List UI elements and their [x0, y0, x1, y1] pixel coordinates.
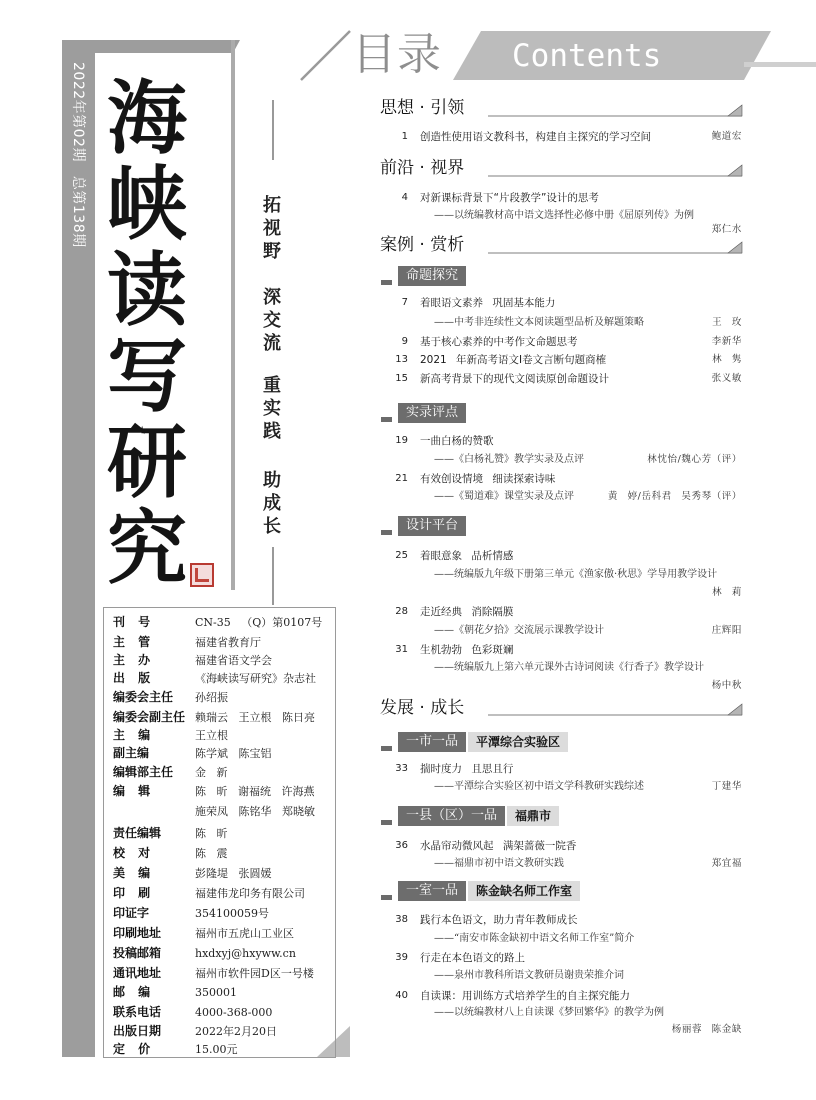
entry-author: 杨中秋	[711, 680, 742, 691]
colophon-label: 编委会副主任	[113, 710, 186, 724]
entry-title: 一曲白杨的赞歌	[420, 435, 494, 447]
colophon-label: 主 编	[113, 728, 151, 742]
column-tag-label: 一室一品	[398, 881, 466, 901]
section-rule-4	[488, 704, 742, 715]
entry-author: 李新华	[711, 336, 742, 347]
colophon-value: 2022年2月20日	[195, 1025, 277, 1038]
entry-author: 林忱怡/魏心芳（评）	[647, 454, 742, 465]
column-marker	[381, 530, 392, 535]
entry-subtitle: ——福鼎市初中语文教研实践	[434, 858, 564, 869]
entry-author: 庄辉阳	[711, 625, 742, 636]
colophon-row	[113, 709, 315, 725]
colophon-value: CN-35 （Q）第0107号	[195, 616, 323, 629]
column-tag	[398, 516, 466, 536]
column-tag	[398, 806, 559, 826]
entry-author: 丁建华	[711, 781, 742, 792]
section-rule-1	[488, 105, 742, 116]
column-tag	[398, 732, 568, 752]
entry-page-number: 1	[401, 131, 408, 142]
colophon-value-continued: 施荣凤 陈铭华 郑晓敏	[195, 805, 315, 818]
entry-title: 行走在本色语文的路上	[420, 952, 525, 964]
entry-page-number: 33	[395, 763, 408, 774]
entry-page-number: 15	[395, 373, 408, 384]
column-marker	[381, 280, 392, 285]
column-tag-label: 设计平台	[398, 516, 466, 536]
contents-title-chinese: 目录	[352, 29, 442, 80]
colophon-label: 投稿邮箱	[113, 946, 162, 960]
column-marker	[381, 895, 392, 900]
entry-subtitle: ——以统编教材高中语文选择性必修中册《屈原列传》为例	[434, 210, 694, 221]
column-tag	[398, 403, 466, 423]
entry-page-number: 28	[395, 606, 408, 617]
issue-label: 2022年第02期 总第138期	[70, 62, 86, 248]
colophon-row	[113, 634, 261, 650]
slogan-1: 拓视野	[263, 195, 281, 262]
magazine-title: 海峡读写研究	[107, 71, 187, 595]
entry-page-number: 9	[401, 336, 408, 347]
colophon-label: 邮 编	[113, 985, 151, 999]
colophon-row	[113, 885, 305, 901]
header-slash	[301, 31, 350, 80]
section-heading: 思想 · 引领	[380, 98, 465, 118]
colophon-row	[113, 727, 228, 743]
entry-page-number: 36	[395, 840, 408, 851]
entry-page-number: 25	[395, 550, 408, 561]
colophon-value: 陈 昕 谢福统 许海燕	[195, 785, 315, 798]
column-marker	[381, 746, 392, 751]
column-marker	[381, 820, 392, 825]
colophon-value: 4000-368-000	[195, 1006, 273, 1019]
colophon-label: 联系电话	[113, 1005, 162, 1019]
slogan-2: 深交流	[263, 287, 281, 354]
column-tag-place: 陈金缺名师工作室	[468, 881, 580, 901]
entry-subtitle: ——统编版九上第六单元课外古诗词阅读《行香子》教学设计	[434, 662, 704, 673]
entry-title: 新高考背景下的现代文阅读原创命题设计	[420, 373, 609, 385]
header-right-rule	[744, 62, 816, 67]
seal-stamp	[190, 563, 214, 587]
column-tag	[398, 881, 580, 901]
column-tag-place: 福鼎市	[507, 806, 559, 826]
colophon-value: 彭隆堤 张圆媛	[195, 867, 272, 880]
entry-title: 对新课标背景下“片段教学”设计的思考	[420, 192, 599, 204]
colophon-row	[113, 783, 315, 799]
top-gray-band	[62, 40, 240, 53]
column-tag-place: 平潭综合实验区	[468, 732, 568, 752]
column-tag-label: 实录评点	[398, 403, 466, 423]
colophon-label: 刊 号	[113, 615, 151, 629]
entry-title: 创造性使用语文教科书，构建自主探究的学习空间	[420, 131, 651, 143]
column-tag-label: 一市一品	[398, 732, 466, 752]
colophon-label: 责任编辑	[113, 826, 162, 840]
entry-subtitle: ——以统编教材八上自读课《梦回繁华》的教学为例	[434, 1007, 664, 1018]
colophon-row	[113, 689, 228, 705]
entry-author: 杨丽蓉 陈金缺	[671, 1024, 742, 1035]
colophon-label: 编委会主任	[113, 690, 174, 704]
colophon-row	[113, 1004, 272, 1020]
colophon-value: 陈学斌 陈宝铝	[195, 747, 272, 760]
colophon-label: 定 价	[113, 1042, 151, 1056]
column-tag-label: 命题探究	[398, 266, 466, 286]
entry-title: 水晶帘动微风起 满架蔷薇一院香	[420, 840, 577, 852]
colophon-value: 354100059号	[195, 907, 269, 920]
colophon-label: 通讯地址	[113, 966, 162, 980]
colophon-row	[113, 865, 272, 881]
entry-page-number: 4	[401, 192, 408, 203]
colophon-label: 印证字	[113, 906, 150, 920]
colophon-value: 金 新	[195, 766, 228, 779]
entry-page-number: 31	[395, 644, 408, 655]
entry-subtitle: ——泉州市教科所语文教研员谢贵荣推介词	[434, 970, 624, 981]
entry-title: 生机勃勃 色彩斑斓	[420, 644, 514, 656]
entry-title: 着眼意象 品析情感	[420, 550, 514, 562]
entry-title: 揣时度力 且思且行	[420, 763, 514, 775]
colophon-row	[113, 652, 272, 668]
colophon-row	[113, 984, 237, 1000]
colophon-value: 福建伟龙印务有限公司	[195, 887, 305, 900]
colophon-value: 福建省语文学会	[195, 654, 272, 667]
section-heading: 发展 · 成长	[380, 698, 465, 718]
colophon-value: 陈 震	[195, 847, 228, 860]
slogan-4: 助成长	[263, 470, 281, 537]
colophon-row	[113, 845, 228, 861]
entry-title: 践行本色语文，助力青年教师成长	[420, 914, 578, 926]
entry-page-number: 13	[395, 354, 408, 365]
entry-subtitle: ——《白杨礼赞》教学实录及点评	[434, 454, 584, 465]
colophon-label: 编辑部主任	[113, 765, 174, 779]
colophon-row	[113, 825, 228, 841]
colophon-value: 15.00元	[195, 1043, 238, 1056]
section-rule-3	[488, 242, 742, 253]
colophon-label: 主 办	[113, 653, 151, 667]
slogan-3: 重实践	[263, 375, 281, 442]
colophon-value: 福州市五虎山工业区	[195, 927, 294, 940]
colophon-value: 王立根	[195, 729, 228, 742]
colophon-row	[113, 764, 228, 780]
colophon-value: 孙绍振	[195, 691, 228, 704]
colophon-label: 出 版	[113, 671, 151, 685]
colophon-row	[113, 670, 316, 686]
column-tag	[398, 266, 466, 286]
entry-author: 林 莉	[712, 587, 742, 598]
colophon-label: 印 刷	[113, 886, 151, 900]
entry-subtitle: ——平潭综合实验区初中语文学科教研实践综述	[434, 781, 644, 792]
colophon-row	[113, 905, 269, 921]
entry-title: 2021 年新高考语文Ⅰ卷文言断句题商榷	[420, 354, 607, 366]
entry-page-number: 19	[395, 435, 408, 446]
colophon-label: 美 编	[113, 866, 151, 880]
colophon-row	[113, 945, 296, 961]
entry-subtitle: ——统编版九年级下册第三单元《渔家傲·秋思》学导用教学设计	[434, 569, 718, 580]
entry-page-number: 40	[395, 990, 408, 1001]
entry-subtitle: ——《朝花夕拾》交流展示课教学设计	[434, 625, 604, 636]
entry-subtitle: ——中考非连续性文本阅读题型品析及解题策略	[434, 317, 644, 328]
entry-title: 基于核心素养的中考作文命题思考	[420, 336, 578, 348]
colophon-value: 福建省教育厅	[195, 636, 261, 649]
colophon-value: 福州市软件园D区一号楼	[195, 967, 314, 980]
entry-author: 王 玫	[712, 317, 742, 328]
colophon-row	[113, 1041, 238, 1057]
colophon-row	[113, 925, 294, 941]
colophon-row	[113, 614, 322, 630]
colophon-label: 主 管	[113, 635, 151, 649]
entry-author: 张义敏	[711, 373, 742, 384]
entry-page-number: 38	[395, 914, 408, 925]
entry-author: 黄 婷/岳科君 吴秀琴（评）	[607, 491, 742, 502]
entry-page-number: 21	[395, 473, 408, 484]
entry-author: 郑仁水	[711, 224, 742, 235]
colophon-row	[113, 745, 272, 761]
section-heading: 案例 · 赏析	[380, 235, 465, 255]
contents-title-english: Contents	[512, 38, 662, 74]
entry-author: 郑宜福	[711, 858, 742, 869]
entry-author: 林 隽	[712, 354, 742, 365]
entry-title: 有效创设情境 细读探索诗味	[420, 473, 556, 485]
colophon-value: 350001	[195, 986, 237, 999]
colophon-label: 印刷地址	[113, 926, 162, 940]
colophon-value: hxdxyj@hxyww.cn	[195, 947, 296, 960]
colophon-label: 副主编	[113, 746, 150, 760]
colophon-value: 陈 昕	[195, 827, 228, 840]
entry-subtitle: ——“南安市陈金缺初中语文名师工作室”简介	[434, 933, 635, 944]
colophon-value: 赖瑞云 王立根 陈日亮	[195, 711, 315, 724]
entry-title: 着眼语文素养 巩固基本能力	[420, 297, 556, 309]
colophon-row	[113, 1023, 277, 1039]
colophon-value: 《海峡读写研究》杂志社	[195, 672, 316, 685]
title-side-rule	[231, 40, 235, 590]
section-rule-2	[488, 165, 742, 176]
section-heading: 前沿 · 视界	[380, 158, 465, 178]
entry-page-number: 39	[395, 952, 408, 963]
entry-title: 自读课：用训练方式培养学生的自主探究能力	[420, 990, 630, 1002]
column-tag-label: 一县（区）一品	[398, 806, 505, 826]
entry-page-number: 7	[401, 297, 408, 308]
entry-author: 鲍道宏	[711, 131, 742, 142]
colophon-label: 出版日期	[113, 1024, 162, 1038]
column-marker	[381, 417, 392, 422]
colophon-row	[113, 965, 314, 981]
colophon-label: 编 辑	[113, 784, 151, 798]
entry-subtitle: ——《蜀道难》课堂实录及点评	[434, 491, 574, 502]
colophon-label: 校 对	[113, 846, 151, 860]
entry-title: 走近经典 消除隔膜	[420, 606, 514, 618]
